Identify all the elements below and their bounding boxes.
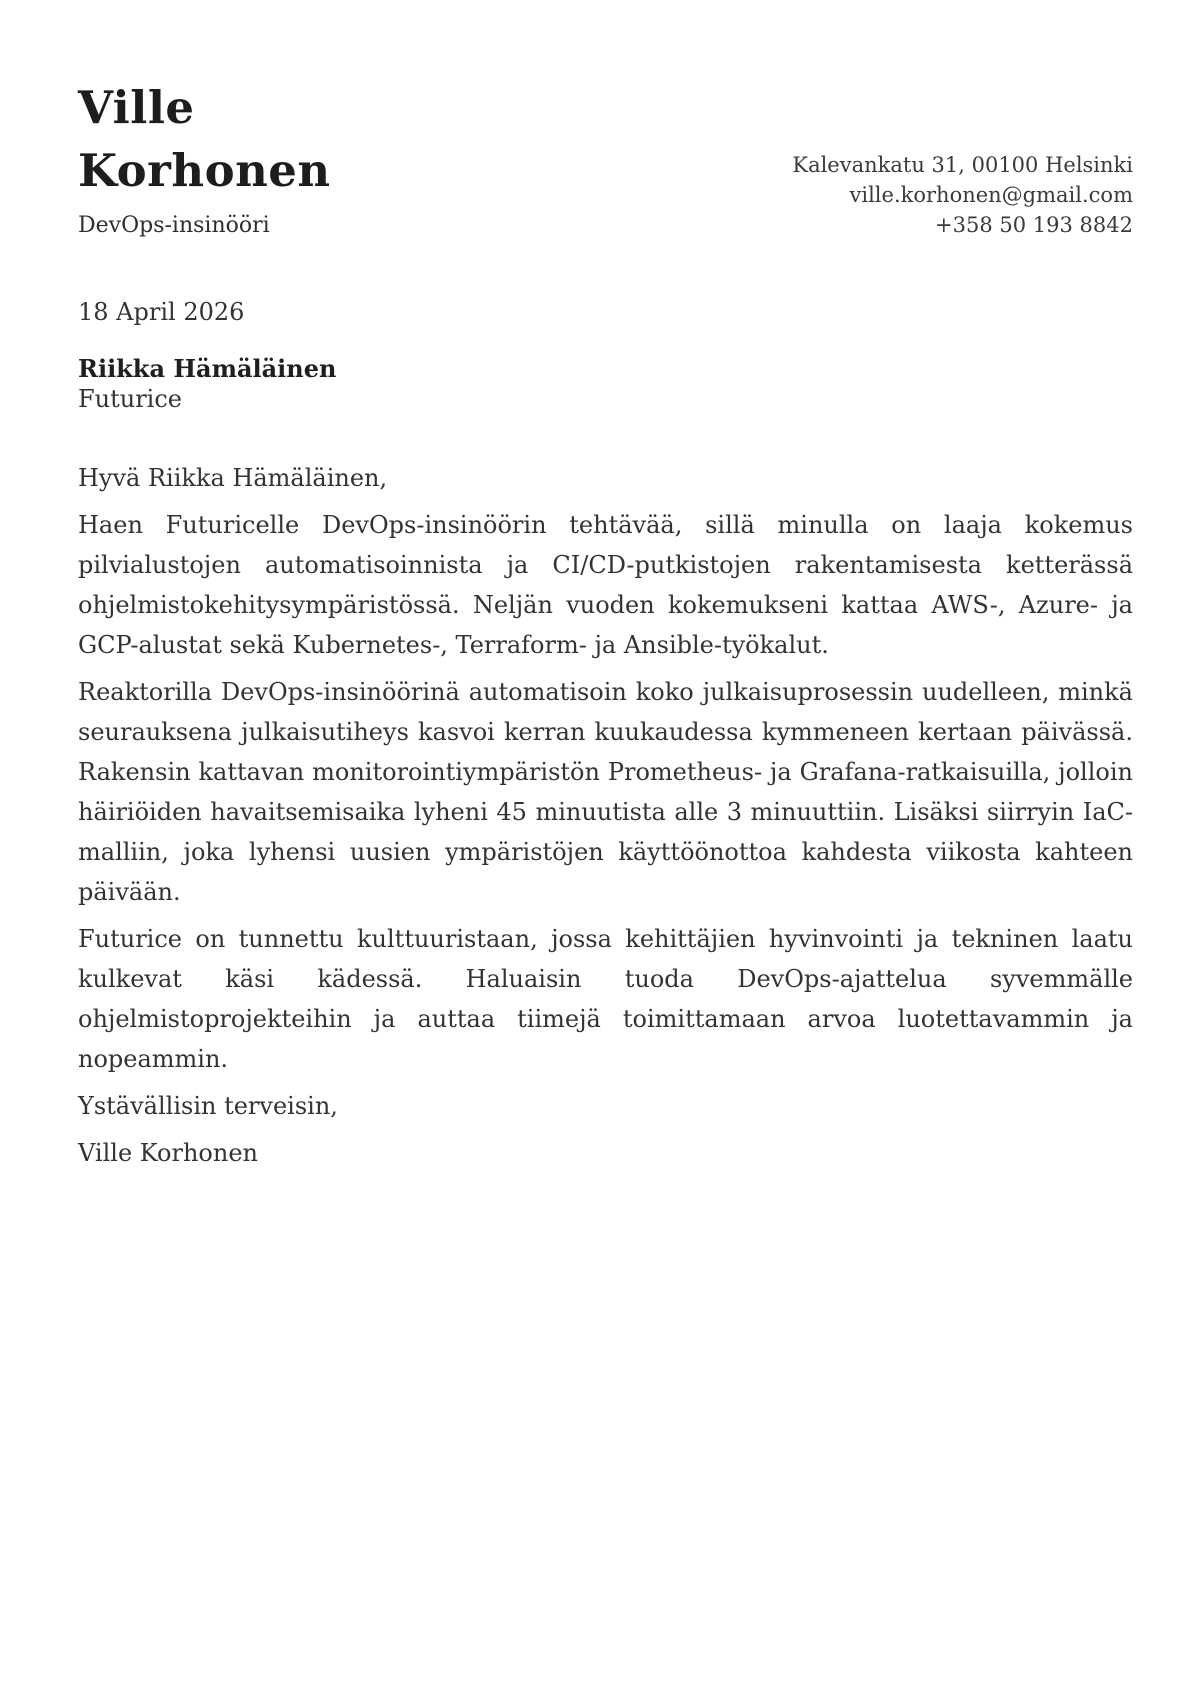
salutation: Hyvä Riikka Hämäläinen, xyxy=(78,464,388,492)
signature-name: Ville Korhonen xyxy=(78,1139,258,1167)
closing-phrase: Ystävällisin terveisin, xyxy=(78,1092,338,1120)
sender-job-title: DevOps-insinööri xyxy=(78,213,270,238)
contact-phone: +358 50 193 8842 xyxy=(935,213,1133,237)
paragraph-motivation: Futurice on tunnettu kulttuuristaan, jossa kehittäjien hyvinvointi ja tekninen laatu kulkevat käsi kädessä. Haluaisin tuoda DevOps-ajattelua syvemmälle ohjelmistoprojekteihin ja auttaa tiimejä toimittamaan arvoa luotettavammin ja nopeammin. xyxy=(78,925,1133,1073)
letter-body xyxy=(78,296,1133,1173)
contact-address: Kalevankatu 31, 00100 Helsinki xyxy=(792,153,1133,177)
paragraph-experience: Reaktorilla DevOps-insinöörinä automatisoin koko julkaisuprosessin uudelleen, minkä seurauksena julkaisutiheys kasvoi kerran kuukaudessa kymmeneen kertaan päivässä. Rakensin kattavan monitorointiympäristön Prometheus- ja Grafana-ratkaisuilla, jolloin häiriöiden havaitsemisaika lyheni 45 minuutista alle 3 minuuttiin. Lisäksi siirryin IaC-malliin, joka lyhensi uusien ympäristöjen käyttöönottoa kahdesta viikosta kahteen päivään. xyxy=(78,678,1133,906)
sender-identity xyxy=(78,76,408,240)
letter-header xyxy=(78,76,1133,240)
recipient-block xyxy=(78,353,1133,415)
recipient-name: Riikka Hämäläinen xyxy=(78,354,337,383)
paragraph-intro: Haen Futuricelle DevOps-insinöörin tehtävää, sillä minulla on laaja kokemus pilvialustojen automatisoinnista ja CI/CD-putkistojen rakentamisesta ketterässä ohjelmistokehitysympäristössä. Neljän vuoden kokemukseni kattaa AWS-, Azure- ja GCP-alustat sekä Kubernetes-, Terraform- ja Ansible-työkalut. xyxy=(78,511,1133,659)
contact-block xyxy=(792,150,1133,240)
letter-date: 18 April 2026 xyxy=(78,298,245,326)
recipient-company: Futurice xyxy=(78,385,183,413)
contact-email: ville.korhonen@gmail.com xyxy=(849,183,1133,207)
sender-name: Ville Korhonen xyxy=(78,81,331,197)
